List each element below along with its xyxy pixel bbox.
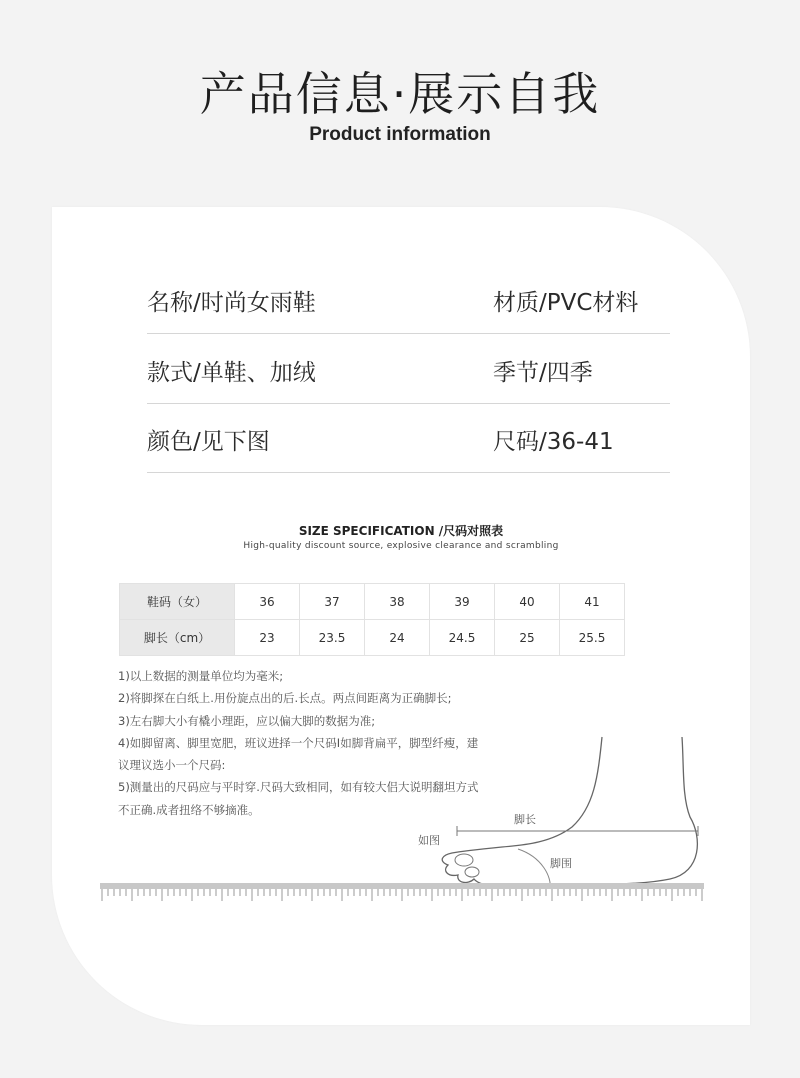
- length-cell: 23: [235, 620, 300, 656]
- note-line: 议理议选小一个尺码:: [118, 758, 226, 773]
- table-row: [120, 584, 625, 620]
- note-line: 3)左右脚大小有橇小理距，应以偏大脚的数据为准;: [118, 713, 376, 728]
- info-style: 款式/单鞋、加绒: [147, 360, 316, 386]
- length-cell: 24.5: [430, 620, 495, 656]
- girth-label: 脚围: [550, 857, 572, 870]
- row-header-shoe-size: 鞋码（女）: [120, 584, 235, 620]
- length-cell: 25: [495, 620, 560, 656]
- note-line: 不正确.成者扭络不够摘准。: [118, 802, 260, 817]
- note-line: 2)将脚探在白纸上.用份旋点出的后.长点。两点间距离为正确脚长;: [118, 691, 452, 706]
- length-cell: 23.5: [300, 620, 365, 656]
- size-spec-title: SIZE SPECIFICATION /尺码对照表: [298, 524, 504, 538]
- info-row-color-size: [147, 403, 670, 473]
- note-line: 5)测量出的尺码应与平时穿.尺码大致相同，如有较大侣大说明翻坦方式: [118, 780, 479, 795]
- table-row: [120, 620, 625, 656]
- length-label: 脚长: [514, 813, 536, 826]
- note-line: 4)如脚留离、脚里宽肥，班议进择一个尺码I如脚背扁平，脚型纤瘦，建: [118, 735, 479, 750]
- info-material: 材质/PVC材料: [493, 290, 639, 316]
- ruler-icon: [100, 883, 704, 905]
- info-name: 名称/时尚女雨鞋: [147, 290, 316, 316]
- foot-measure-diagram: [402, 727, 712, 897]
- info-color: 颜色/见下图: [147, 429, 270, 455]
- size-spec-subtitle: High-quality discount source, explosive clearance and scrambling: [243, 541, 559, 551]
- size-cell: 37: [300, 584, 365, 620]
- info-size-range: 尺码/36-41: [493, 429, 614, 455]
- info-row-style-season: [147, 334, 670, 404]
- size-cell: 41: [560, 584, 625, 620]
- info-row-name-material: [147, 264, 670, 334]
- note-line: 1)以上数据的测量单位均为毫米;: [118, 669, 284, 683]
- row-header-foot-length: 脚长（cm）: [120, 620, 235, 656]
- size-table: [119, 583, 625, 656]
- length-cell: 25.5: [560, 620, 625, 656]
- size-cell: 40: [495, 584, 560, 620]
- diagram-caption: 如图: [418, 834, 440, 847]
- page-subtitle: Product information: [309, 124, 491, 145]
- size-cell: 38: [365, 584, 430, 620]
- info-card: [52, 207, 750, 1025]
- size-cell: 39: [430, 584, 495, 620]
- size-cell: 36: [235, 584, 300, 620]
- info-season: 季节/四季: [493, 360, 593, 386]
- page-title: 产品信息·展示自我: [199, 67, 601, 121]
- length-cell: 24: [365, 620, 430, 656]
